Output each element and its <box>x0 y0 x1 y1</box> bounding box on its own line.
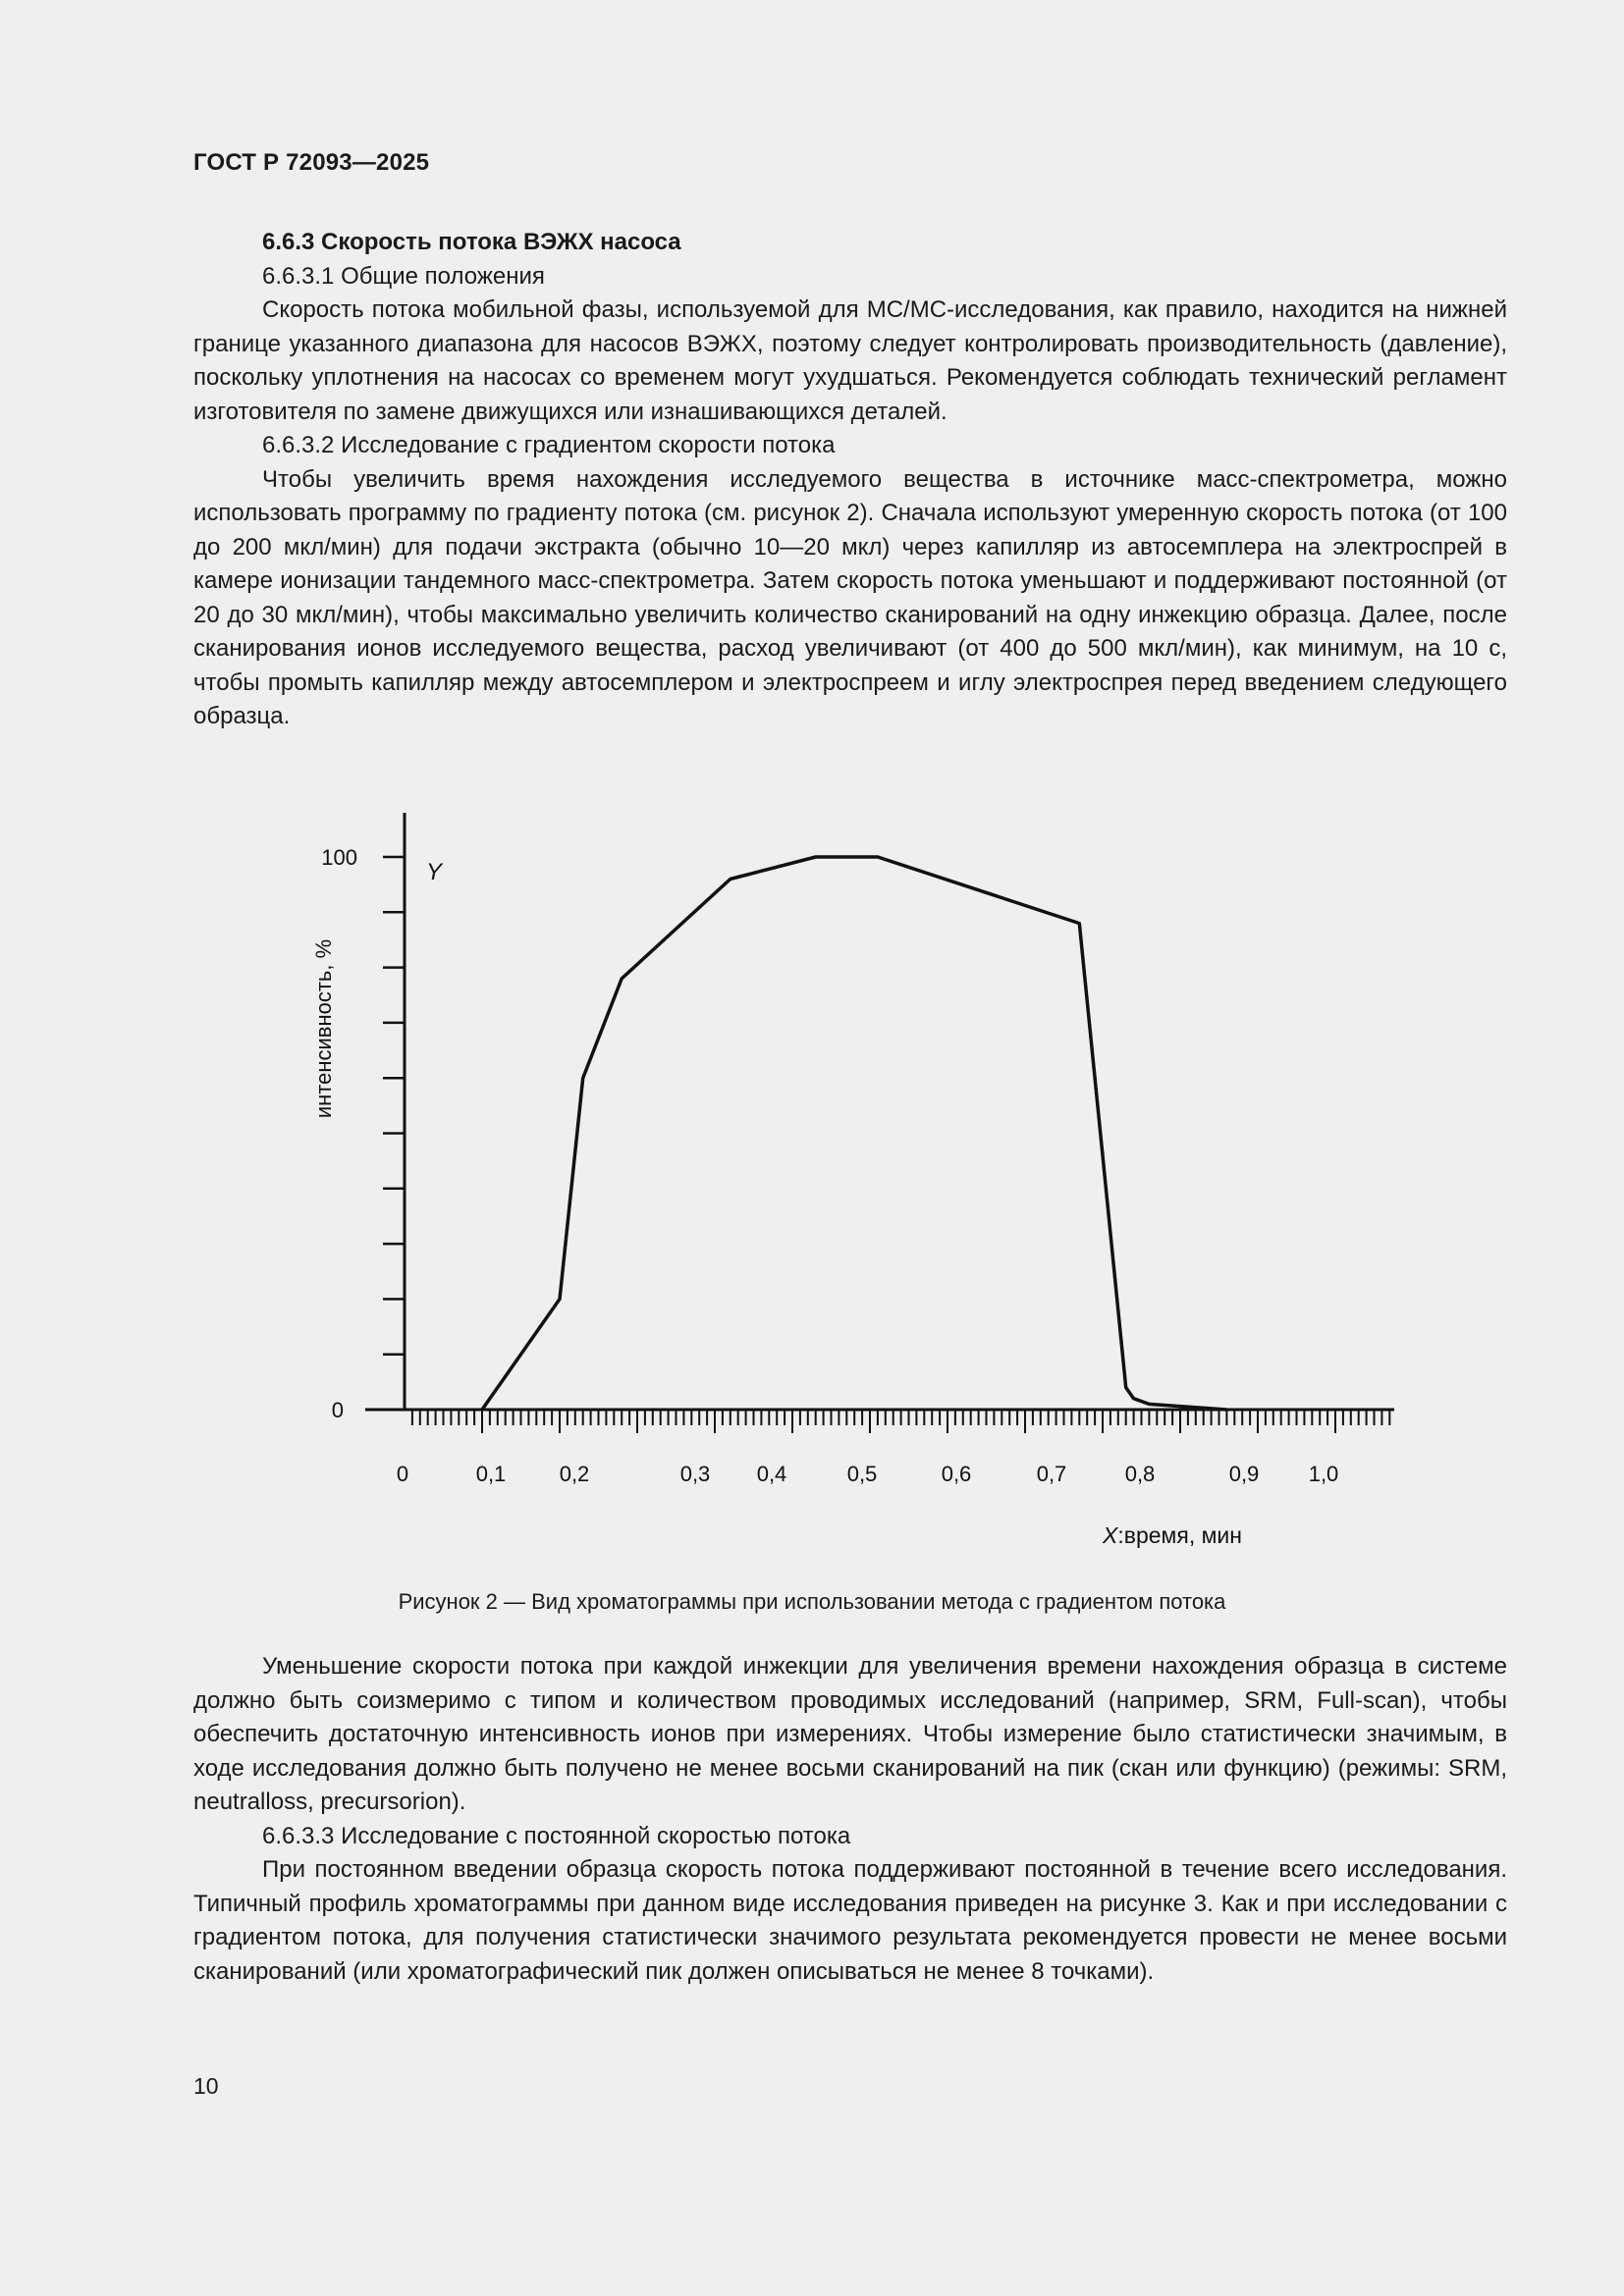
x-tick-label: 0,4 <box>756 1462 787 1486</box>
x-tick-label: 0,3 <box>679 1462 711 1486</box>
x-tick-label: 0,8 <box>1124 1462 1156 1486</box>
x-axis-letter: X <box>1103 1522 1118 1548</box>
y-tick-label: 100 <box>321 845 357 870</box>
section-title: 6.6.3 Скорость потока ВЭЖХ насоса <box>262 229 681 255</box>
chromatogram-chart <box>285 805 1424 1551</box>
subsection-heading: 6.6.3.2 Исследование с градиентом скорости потока <box>262 432 836 458</box>
x-axis-label-text: :время, мин <box>1117 1522 1242 1548</box>
x-tick-label: 0,9 <box>1228 1462 1260 1486</box>
x-tick-label: 0,1 <box>475 1462 507 1486</box>
paragraph: Скорость потока мобильной фазы, используемой для МС/МС-исследования, как правило, находится на нижней границе указанного диапазона для насосов ВЭЖХ, поэтому следует контролировать производительность (давление), поскольку уплотнения на насосах со временем могут ухудшаться. Рекомендуется соблюдать технический регламент изготовителя по замене движущихся или изнашивающихся деталей. <box>193 296 1507 425</box>
chromatogram-curve <box>482 857 1226 1410</box>
y-axis-label: интенсивность, % <box>311 938 336 1119</box>
section-continuation <box>193 1650 1507 1989</box>
figure-caption: Рисунок 2 — Вид хроматограммы при использовании метода с градиентом потока <box>398 1589 1226 1614</box>
x-tick-label: 0 <box>396 1462 409 1486</box>
subsection-heading: 6.6.3.3 Исследование с постоянной скоростью потока <box>262 1822 851 1849</box>
y-axis-letter: Y <box>426 859 443 885</box>
x-axis-label <box>1102 1522 1242 1548</box>
paragraph: Чтобы увеличить время нахождения исследуемого вещества в источнике масс-спектрометра, можно использовать программу по градиенту потока (см. рисунок 2). Сначала используют умеренную скорость потока (от 100 до 200 мкл/мин) для подачи экстракта (обычно 10—20 мкл) через капилляр из автосемплера на электроспрей в камере ионизации тандемного масс-спектрометра. Затем скорость потока уменьшают и поддерживают постоянной (от 20 до 30 мкл/мин), чтобы максимально увеличить количество сканирований на одну инжекцию образца. Далее, после сканирования ионов исследуемого вещества, расход увеличивают (от 400 до 500 мкл/мин), как минимум, на 10 с, чтобы промыть капилляр между автосемплером и электроспреем и иглу электроспрея перед введением следующего образца. <box>193 465 1507 729</box>
x-tick-label: 0,7 <box>1036 1462 1067 1486</box>
x-tick-label: 0,5 <box>846 1462 878 1486</box>
y-tick-label: 0 <box>331 1398 344 1422</box>
x-tick-label: 0,2 <box>559 1462 590 1486</box>
figure-2 <box>285 805 1424 1551</box>
section-6-6-3 <box>193 226 1507 734</box>
paragraph: Уменьшение скорости потока при каждой инжекции для увеличения времени нахождения образца в системе должно быть соизмеримо с типом и количеством проводимых исследований (например, SRM, Full-scan), чтобы обеспечить достаточную интенсивность ионов при измерениях. Чтобы измерение было статистически значимым, в ходе исследования должно быть получено не менее восьми сканирований на пик (скан или функцию) (режимы: SRM, neutralloss, precursorion). <box>193 1653 1507 1815</box>
x-tick-label: 0,6 <box>941 1462 972 1486</box>
subsection-heading: 6.6.3.1 Общие положения <box>262 262 545 290</box>
x-tick-label: 1,0 <box>1308 1462 1339 1486</box>
standard-header: ГОСТ Р 72093—2025 <box>193 149 430 176</box>
page-number: 10 <box>193 2073 219 2099</box>
paragraph: При постоянном введении образца скорость потока поддерживают постоянной в течение всего исследования. Типичный профиль хроматограммы при данном виде исследования приведен на рисунке 3. Как и при исследовании с градиентом потока, для получения статистически значимого результата рекомендуется провести не менее восьми сканирований (или хроматографический пик должен описываться не менее 8 точками). <box>193 1856 1507 1985</box>
